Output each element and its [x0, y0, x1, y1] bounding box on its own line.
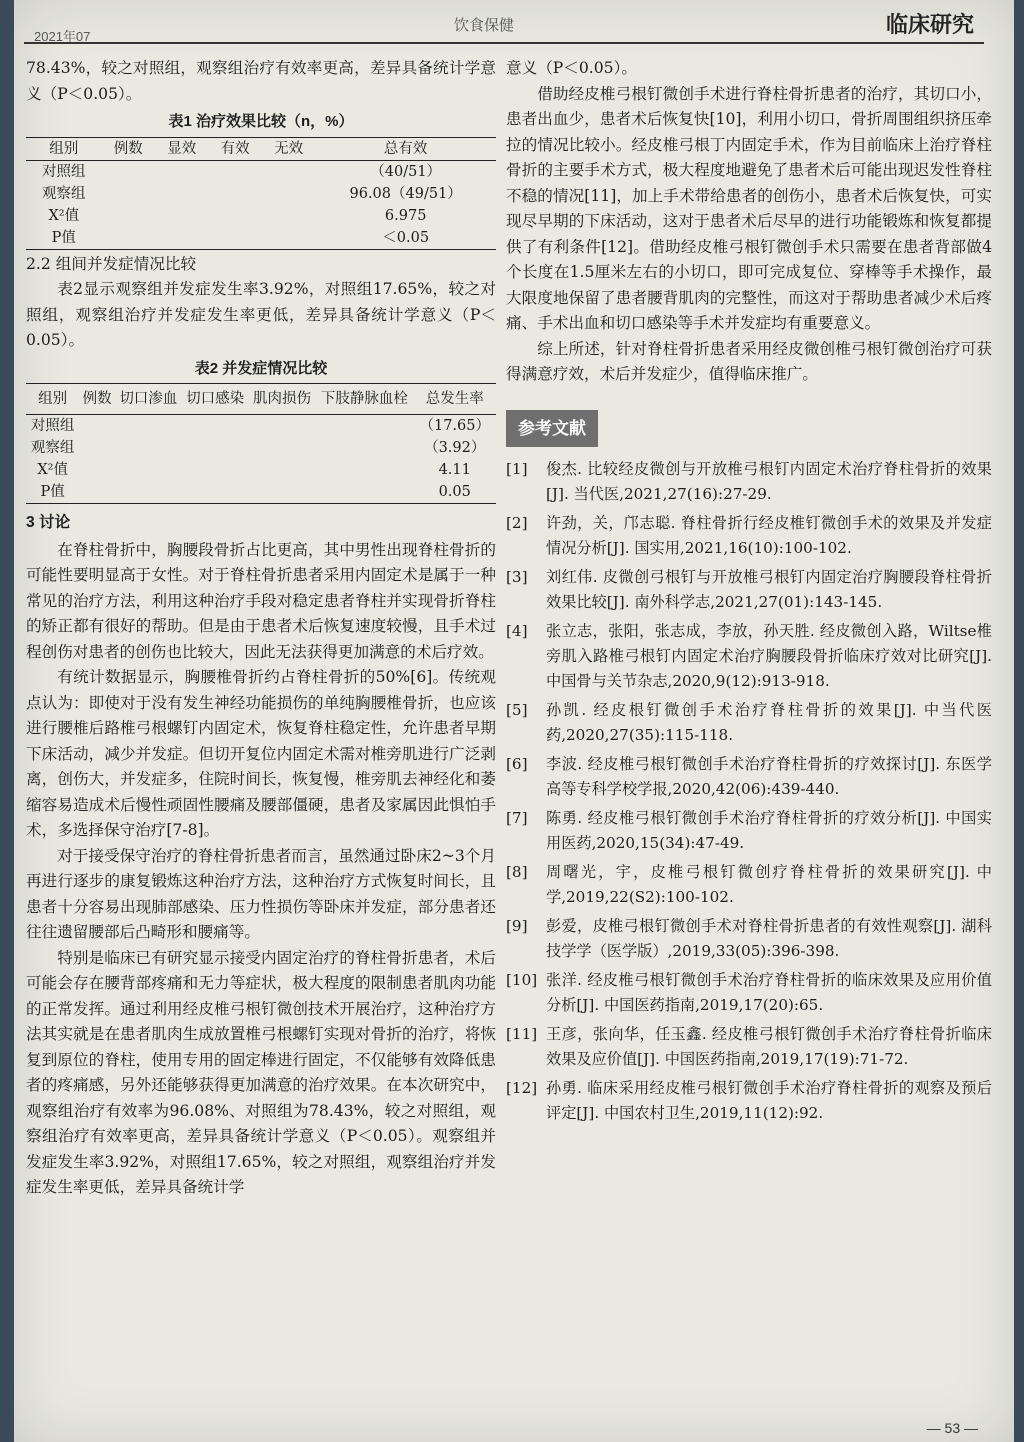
reference-number: [1] [506, 460, 528, 478]
table-row [26, 459, 496, 481]
table-cell [155, 183, 208, 205]
table-cell [182, 481, 249, 504]
table-cell [102, 227, 155, 250]
reference-item [506, 752, 992, 802]
table-cell [182, 459, 249, 481]
table-cell: 4.11 [438, 462, 471, 478]
table-cell: X²值 [48, 207, 80, 224]
table-header-cell: 总发生率 [413, 384, 496, 415]
table-cell [102, 160, 155, 183]
reference-text: 孙凯. 经皮根钉微创手术治疗脊柱骨折的效果[J]. 中当代医药,2020,27(35):115-118. [546, 701, 992, 744]
table-cell [315, 459, 413, 481]
table-cell [262, 227, 315, 250]
reference-number: [10] [506, 971, 538, 989]
table-cell [208, 205, 261, 227]
reference-text: 俊杰. 比较经皮微创与开放椎弓根钉内固定术治疗脊柱骨折的效果[J]. 当代医,2021,27(16):27-29. [546, 460, 992, 503]
table-header-cell: 例数 [102, 137, 155, 160]
table-cell [115, 415, 182, 438]
section-2-2-text: 表2显示观察组并发症发生率3.92%，对照组17.65%，较之对照组，观察组治疗并发症发生率更低，差异具备统计学意义（P＜0.05）。 [26, 280, 496, 349]
table-row [26, 183, 496, 205]
reference-item [506, 968, 992, 1018]
table-cell [102, 205, 155, 227]
table-cell [79, 481, 115, 504]
table-header-cell: 切口感染 [182, 384, 249, 415]
table-cell [102, 183, 155, 205]
table-cell [249, 481, 316, 504]
reference-item [506, 565, 992, 615]
table-header-cell: 显效 [155, 137, 208, 160]
table-cell [262, 205, 315, 227]
reference-text: 彭爱，皮椎弓根钉微创手术对脊柱骨折患者的有效性观察[J]. 湖科技学学（医学版）,2019,33(05):396-398. [546, 917, 992, 960]
reference-text: 许劲，关，邝志聪. 脊柱骨折行经皮椎钉微创手术的效果及并发症情况分析[J]. 国实用,2021,16(10):100-102. [546, 514, 992, 557]
reference-text: 刘红伟. 皮微创弓根钉与开放椎弓根钉内固定治疗胸腰段脊柱骨折效果比较[J]. 南外科学志,2021,27(01):143-145. [546, 568, 992, 611]
reference-item [506, 806, 992, 856]
table-row [26, 205, 496, 227]
table-cell [115, 437, 182, 459]
table-cell [315, 415, 413, 438]
reference-number: [8] [506, 863, 528, 881]
right-column [506, 56, 992, 1130]
reference-item [506, 860, 992, 910]
table-cell [208, 227, 261, 250]
table-cell [208, 183, 261, 205]
table1 [26, 137, 496, 250]
table-cell [315, 481, 413, 504]
table-header-cell: 组别 [26, 384, 79, 415]
page-number: — 53 — [926, 1420, 978, 1436]
table-cell: （40/51） [370, 163, 442, 180]
table-cell: P值 [26, 227, 102, 250]
reference-text: 周曙光，宇，皮椎弓根钉微创疗脊柱骨折的效果研究[J]. 中学,2019,22(S2):100-102. [546, 863, 992, 906]
table-cell [155, 227, 208, 250]
reference-number: [2] [506, 514, 528, 532]
table-header-cell: 组别 [26, 137, 102, 160]
reference-list [506, 457, 992, 1126]
table-cell: X²值 [37, 462, 68, 478]
discussion-paragraph: 有统计数据显示，胸腰椎骨折约占脊柱骨折的50%[6]。传统观点认为：即使对于没有发生神经功能损伤的单纯胸腰椎骨折，也应该进行腰椎后路椎弓根螺钉内固定术，恢复脊柱稳定性，允许患者早期下床活动，减少并发症。但切开复位内固定术需对椎旁肌进行广泛剥离，创伤大，并发症多，住院时间长，恢复慢，椎旁肌去神经化和萎缩容易造成术后慢性顽固性腰痛及腰部僵硬，患者及家属因此惧怕手术，多选择保守治疗[7-8]。 [26, 668, 496, 839]
reference-number: [7] [506, 809, 528, 827]
discussion-paragraph: 特别是临床已有研究显示接受内固定治疗的脊柱骨折患者，术后可能会存在腰背部疼痛和无力等症状，极大程度的限制患者肌肉功能的正常发挥。通过利用经皮椎弓根钉微创技术开展治疗，这种治疗方法其实就是在患者肌肉生成放置椎弓根螺钉实现对骨折的治疗，将恢复到原位的脊柱，使用专用的固定棒进行固定，不仅能够有效降低患者的疼痛感，另外还能够获得更加满意的治疗效果。在本次研究中，观察组治疗有效率为96.08%、对照组为78.43%，较之对照组，观察组治疗有效率更高，差异具备统计学意义（P＜0.05）。观察组并发症发生率3.92%，对照组17.65%，较之对照组，观察组治疗并发症发生率更低，差异具备统计学 [26, 948, 496, 1196]
section-3-title: 3 讨论 [26, 514, 71, 531]
table-row [26, 227, 496, 250]
table-cell [249, 459, 316, 481]
journal-page [14, 0, 1014, 1442]
table-header-cell: 总有效 [315, 137, 496, 160]
reference-item [506, 511, 992, 561]
table-row [26, 437, 496, 459]
page-header [14, 4, 1014, 42]
table-header-cell: 下肢静脉血栓 [315, 384, 413, 415]
reference-item [506, 698, 992, 748]
reference-text: 李波. 经皮椎弓根钉微创手术治疗脊柱骨折的疗效探讨[J]. 东医学高等专科学校学报,2020,42(06):439-440. [546, 755, 992, 798]
table-header-cell: 有效 [208, 137, 261, 160]
table-cell [182, 437, 249, 459]
reference-text: 张洋. 经皮椎弓根钉微创手术治疗脊柱骨折的临床效果及应用价值分析[J]. 中国医药指南,2019,17(20):65. [546, 971, 992, 1014]
reference-item [506, 457, 992, 507]
header-section: 临床研究 [885, 12, 974, 37]
table-cell [79, 437, 115, 459]
table-cell [249, 415, 316, 438]
continued-paragraph: 意义（P＜0.05）。 [506, 59, 637, 77]
intro-paragraph: 78.43%，较之对照组，观察组治疗有效率更高，差异具备统计学意义（P＜0.05）。 [26, 59, 496, 103]
table-cell [155, 205, 208, 227]
table-cell: 6.975 [384, 207, 427, 224]
reference-text: 陈勇. 经皮椎弓根钉微创手术治疗脊柱骨折的疗效分析[J]. 中国实用医药,2020,15(34):47-49. [546, 809, 992, 852]
reference-item [506, 914, 992, 964]
header-journal: 饮食保健 [454, 17, 515, 34]
table-row [26, 481, 496, 504]
table-cell [155, 160, 208, 183]
left-column [26, 56, 496, 1201]
table-cell [262, 160, 315, 183]
table-cell [115, 459, 182, 481]
section-2-2-title: 2.2 组间并发症情况比较 [26, 254, 197, 273]
reference-number: [12] [506, 1079, 538, 1097]
reference-number: [5] [506, 701, 528, 719]
table-cell: 对照组 [30, 418, 75, 434]
table-cell: （3.92） [424, 440, 486, 456]
table-cell: 96.08（49/51） [349, 185, 462, 202]
table-row [26, 160, 496, 183]
table-cell: P值 [26, 481, 79, 504]
table-header-cell: 肌肉损伤 [249, 384, 316, 415]
table-cell: 对照组 [42, 163, 86, 180]
reference-item [506, 619, 992, 694]
reference-text: 孙勇. 临床采用经皮椎弓根钉微创手术治疗脊柱骨折的观察及预后评定[J]. 中国农村卫生,2019,11(12):92. [546, 1079, 992, 1122]
table-cell [249, 437, 316, 459]
reference-number: [6] [506, 755, 528, 773]
reference-text: 张立志，张阳，张志成，李放，孙天胜. 经皮微创入路，Wiltse椎旁肌入路椎弓根钉内固定术治疗胸腰段骨折临床疗效对比研究[J]. 中国骨与关节杂志,2020,9(12):913-918. [546, 622, 992, 690]
header-issue: 2021年07 [34, 29, 91, 44]
table-cell: （17.65） [419, 418, 490, 434]
table-header-cell: 切口渗血 [115, 384, 182, 415]
table2 [26, 383, 496, 504]
table-cell [262, 183, 315, 205]
table-cell [182, 415, 249, 438]
table-header-cell: 例数 [79, 384, 115, 415]
table-cell: ＜0.05 [315, 227, 496, 250]
table-cell [208, 160, 261, 183]
table-cell: 观察组 [30, 440, 75, 456]
conclusion-paragraph: 综上所述，针对脊柱骨折患者采用经皮微创椎弓根钉微创治疗可获得满意疗效，术后并发症少，值得临床推广。 [506, 339, 992, 383]
discussion-paragraph: 借助经皮椎弓根钉微创手术进行脊柱骨折患者的治疗，其切口小，患者出血少，患者术后恢复快[10]，利用小切口，骨折周围组织挤压牵拉的情况比较小。经皮椎弓根丁内固定手术，作为目前临床上治疗脊柱骨折的主要手术方式，极大程度地避免了患者术后可能出现迟发性脊柱不稳的情况[11]，加上手术带给患者的创伤小，患者术后恢复快，可实现尽早期的下床活动，这对于患者术后尽早的进行功能锻炼和恢复都提供了有利条件[12]。借助经皮椎弓根钉微创手术只需要在患者背部做4个长度在1.5厘米左右的小切口，即可完成复位、穿棒等手术操作，最大限度地保留了患者腰背肌肉的完整性，而这对于帮助患者减少术后疼痛、手术出血和切口感染等手术并发症均有重要意义。 [506, 84, 992, 332]
table-row [26, 415, 496, 438]
reference-item [506, 1022, 992, 1072]
discussion-paragraph: 对于接受保守治疗的脊柱骨折患者而言，虽然通过卧床2~3个月再进行逐步的康复锻炼这种治疗方法，这种治疗方式恢复时间长，且患者十分容易出现肺部感染、压力性损伤等卧床并发症，部分患者还往往遗留腰部后凸畸形和腰痛等。 [26, 846, 496, 941]
reference-number: [9] [506, 917, 528, 935]
reference-number: [11] [506, 1025, 538, 1043]
table-cell: 观察组 [42, 185, 86, 202]
table-cell: 0.05 [413, 481, 496, 504]
table1-title: 表1 治疗效果比较（n，%） [168, 113, 354, 130]
reference-number: [3] [506, 568, 528, 586]
table-cell [79, 415, 115, 438]
table-cell [315, 437, 413, 459]
reference-text: 王彦，张向华，任玉鑫. 经皮椎弓根钉微创手术治疗脊柱骨折临床效果及应价值[J]. 中国医药指南,2019,17(19):71-72. [546, 1025, 992, 1068]
discussion-paragraph: 在脊柱骨折中，胸腰段骨折占比更高，其中男性出现脊柱骨折的可能性要明显高于女性。对于脊柱骨折患者采用内固定术是属于一种常见的治疗方法，利用这种治疗手段对稳定患者脊柱并实现骨折脊柱的矫正都有很好的帮助。但是由于患者术后恢复速度较慢，且手术过程创伤对患者的创伤也比较大，因此无法获得更加满意的术后疗效。 [26, 540, 496, 661]
table-header-cell: 无效 [262, 137, 315, 160]
table2-title: 表2 并发症情况比较 [194, 359, 328, 377]
reference-number: [4] [506, 622, 528, 640]
table-cell [79, 459, 115, 481]
header-rule [24, 42, 984, 44]
reference-item [506, 1076, 992, 1126]
references-heading: 参考文献 [506, 410, 598, 448]
table-cell [115, 481, 182, 504]
